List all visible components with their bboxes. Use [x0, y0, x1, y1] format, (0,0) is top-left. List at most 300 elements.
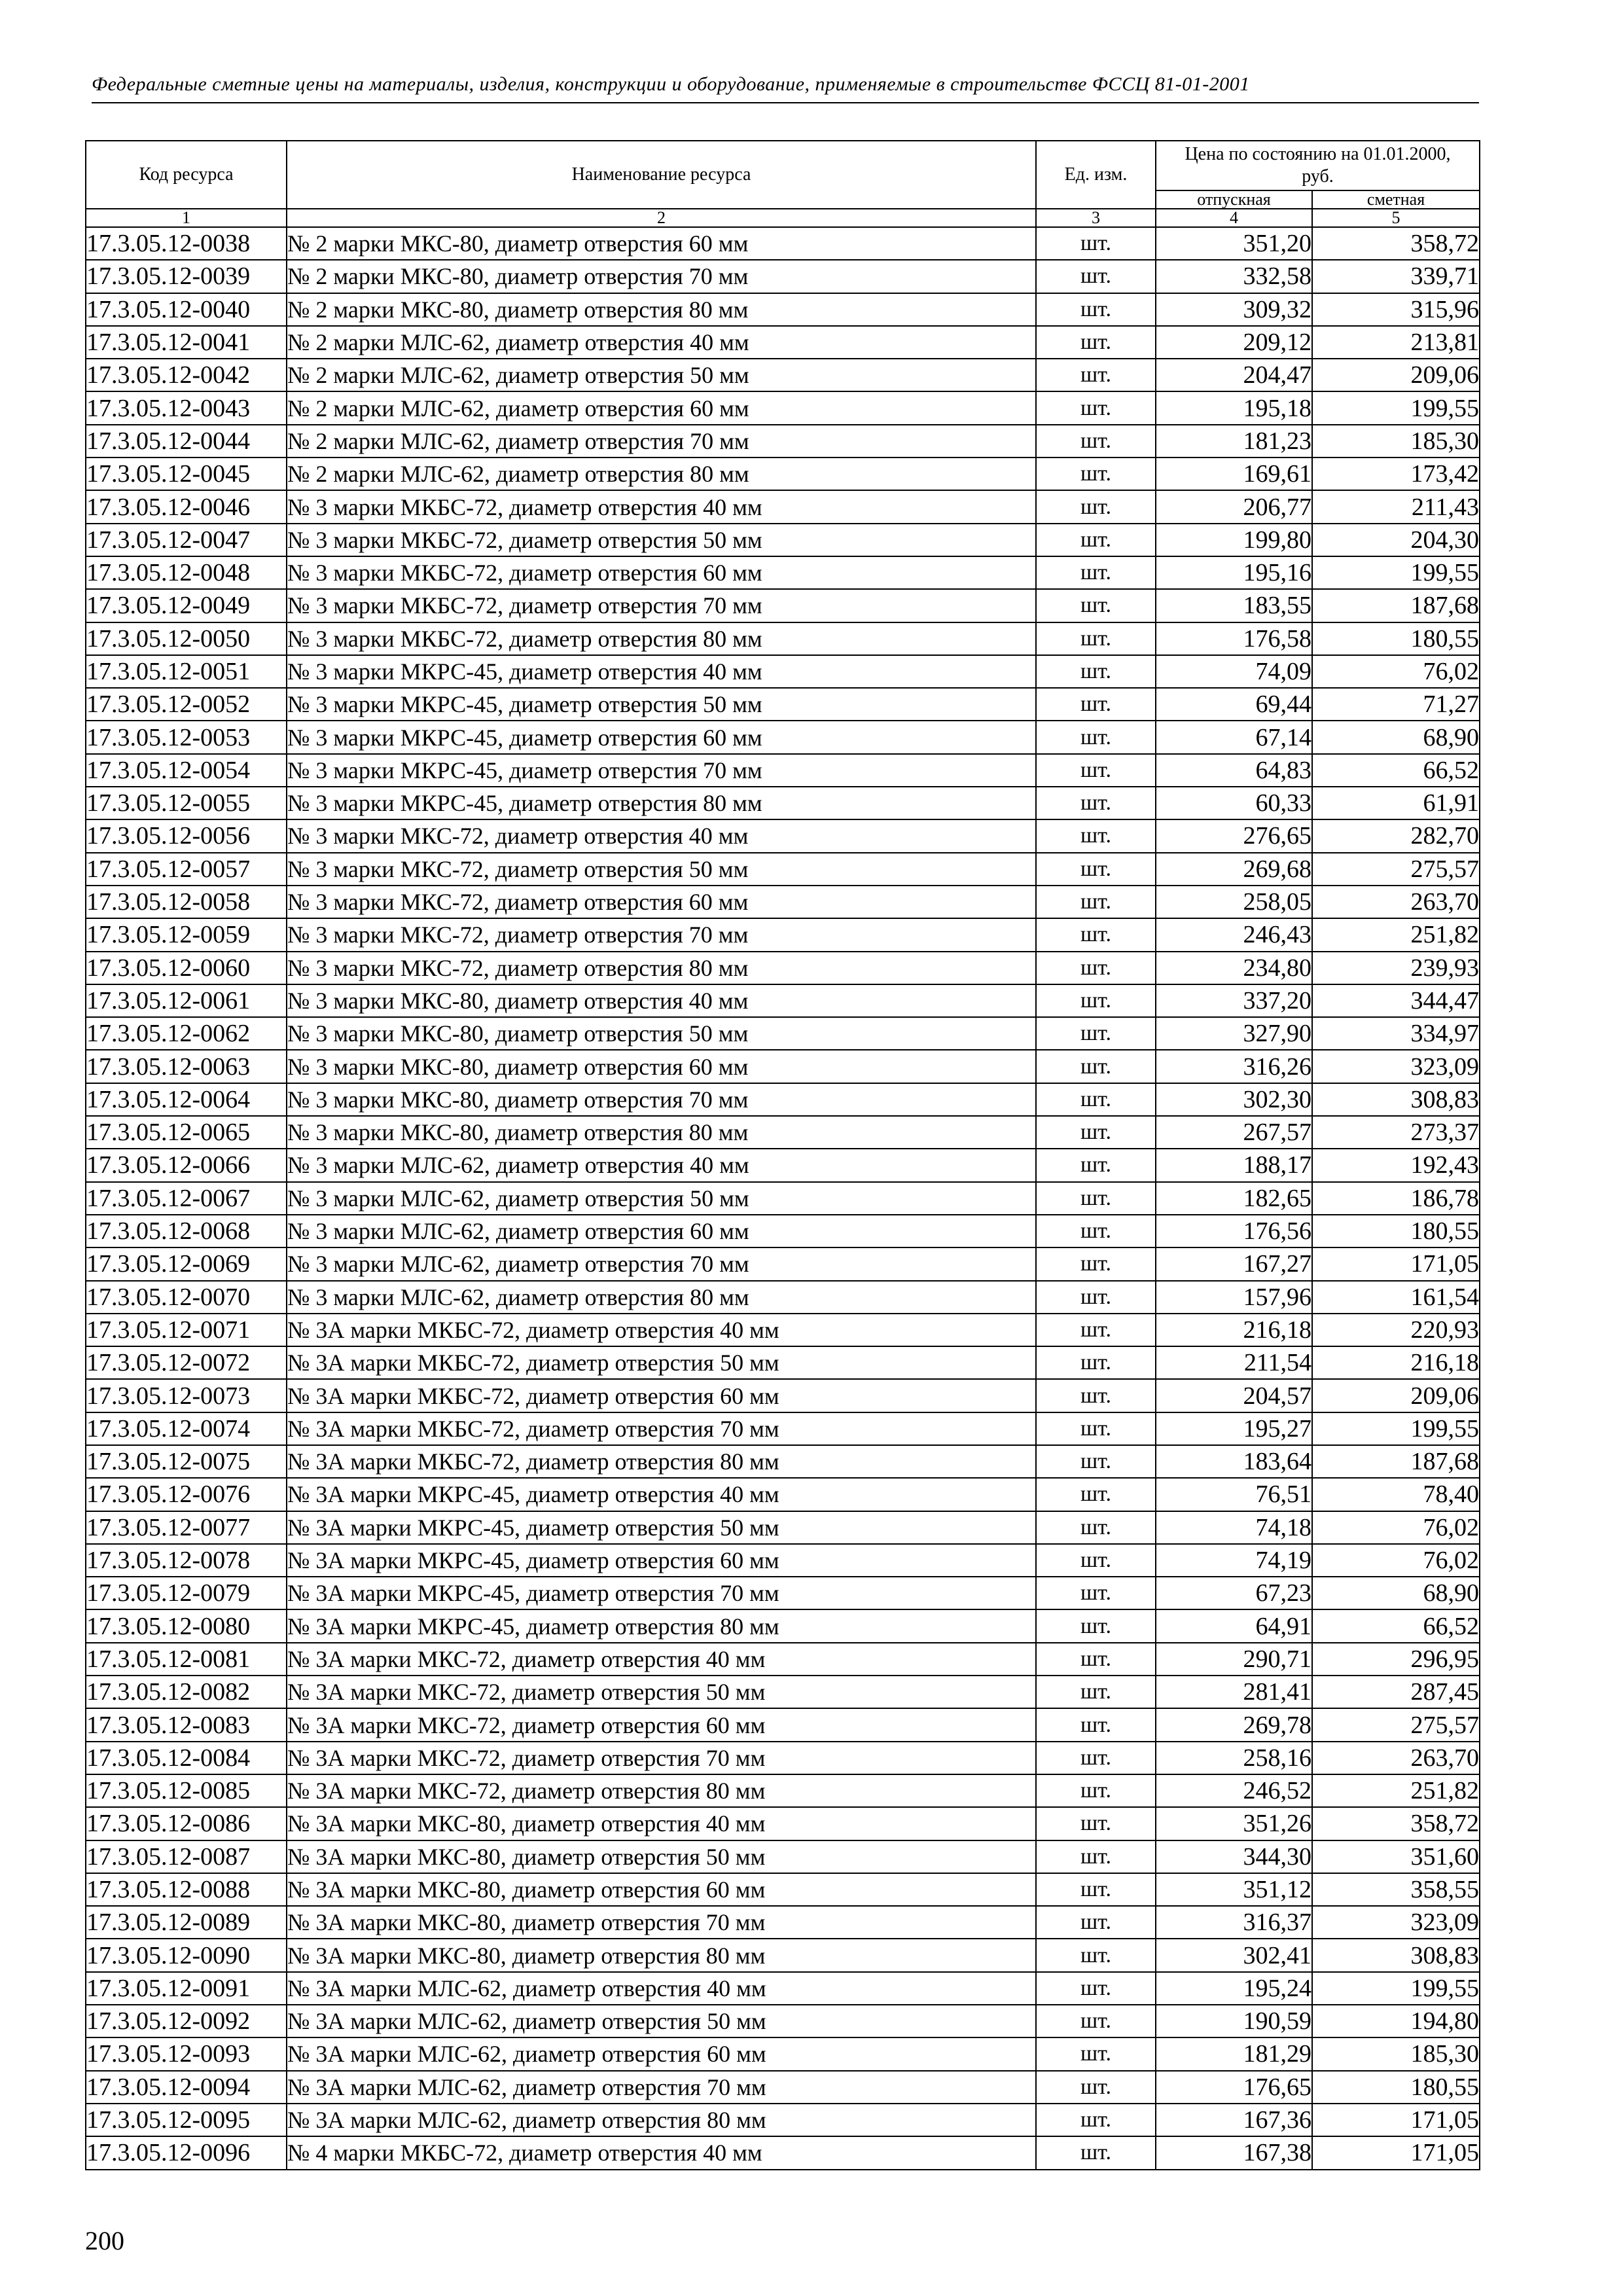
price-estimate: 185,30: [1312, 2037, 1480, 2070]
price-estimate: 187,68: [1312, 589, 1480, 622]
resource-code: 17.3.05.12-0086: [86, 1807, 287, 1840]
table-row: [86, 1314, 1480, 1346]
resource-code: 17.3.05.12-0067: [86, 1182, 287, 1215]
header-price-estimate: сметная: [1312, 190, 1480, 209]
price-estimate: 66,52: [1312, 754, 1480, 787]
unit-cell: шт.: [1036, 359, 1156, 391]
unit-cell: шт.: [1036, 622, 1156, 655]
unit-cell: шт.: [1036, 1050, 1156, 1083]
resource-name: № 3 марки МКРС-45, диаметр отверстия 70 мм: [287, 754, 1036, 787]
unit-cell: шт.: [1036, 1577, 1156, 1609]
table-row: [86, 1247, 1480, 1280]
unit-cell: шт.: [1036, 1215, 1156, 1247]
resource-name: № 3 марки МКС-80, диаметр отверстия 70 мм: [287, 1083, 1036, 1116]
resource-name: № 2 марки МКС-80, диаметр отверстия 60 мм: [287, 227, 1036, 260]
resource-code: 17.3.05.12-0087: [86, 1840, 287, 1873]
price-estimate: 296,95: [1312, 1643, 1480, 1676]
price-release: 183,55: [1156, 589, 1312, 622]
resource-code: 17.3.05.12-0049: [86, 589, 287, 622]
table-row: [86, 918, 1480, 951]
price-release: 309,32: [1156, 293, 1312, 326]
price-release: 190,59: [1156, 2005, 1312, 2037]
resource-name: № 3А марки МКБС-72, диаметр отверстия 70 мм: [287, 1412, 1036, 1445]
resource-code: 17.3.05.12-0081: [86, 1643, 287, 1676]
resource-code: 17.3.05.12-0085: [86, 1774, 287, 1807]
resource-name: № 2 марки МКС-80, диаметр отверстия 70 мм: [287, 260, 1036, 293]
price-release: 281,41: [1156, 1676, 1312, 1708]
unit-cell: шт.: [1036, 1708, 1156, 1741]
unit-cell: шт.: [1036, 1346, 1156, 1379]
resource-name: № 3 марки МКБС-72, диаметр отверстия 70 мм: [287, 589, 1036, 622]
price-estimate: 275,57: [1312, 1708, 1480, 1741]
unit-cell: шт.: [1036, 1182, 1156, 1215]
price-release: 316,37: [1156, 1906, 1312, 1939]
resource-name: № 4 марки МКБС-72, диаметр отверстия 40 мм: [287, 2136, 1036, 2169]
unit-cell: шт.: [1036, 326, 1156, 359]
resource-name: № 3 марки МКС-72, диаметр отверстия 70 мм: [287, 918, 1036, 951]
price-release: 67,23: [1156, 1577, 1312, 1609]
resource-name: № 3 марки МКБС-72, диаметр отверстия 50 мм: [287, 524, 1036, 556]
resource-code: 17.3.05.12-0058: [86, 886, 287, 918]
resource-code: 17.3.05.12-0057: [86, 853, 287, 886]
price-release: 351,20: [1156, 227, 1312, 260]
resource-code: 17.3.05.12-0040: [86, 293, 287, 326]
price-release: 182,65: [1156, 1182, 1312, 1215]
table-row: [86, 819, 1480, 852]
unit-cell: шт.: [1036, 952, 1156, 984]
price-estimate: 171,05: [1312, 2104, 1480, 2136]
table-row: [86, 260, 1480, 293]
resource-name: № 3А марки МЛС-62, диаметр отверстия 40 мм: [287, 1972, 1036, 2005]
resource-code: 17.3.05.12-0038: [86, 227, 287, 260]
price-release: 302,30: [1156, 1083, 1312, 1116]
price-estimate: 171,05: [1312, 1247, 1480, 1280]
table-row: [86, 1972, 1480, 2005]
price-release: 209,12: [1156, 326, 1312, 359]
price-estimate: 76,02: [1312, 655, 1480, 688]
resource-code: 17.3.05.12-0062: [86, 1017, 287, 1050]
resource-name: № 3А марки МКБС-72, диаметр отверстия 60 мм: [287, 1379, 1036, 1412]
price-release: 216,18: [1156, 1314, 1312, 1346]
resource-code: 17.3.05.12-0082: [86, 1676, 287, 1708]
resource-code: 17.3.05.12-0095: [86, 2104, 287, 2136]
resource-name: № 3А марки МКРС-45, диаметр отверстия 80 мм: [287, 1609, 1036, 1642]
table-row: [86, 886, 1480, 918]
price-estimate: 263,70: [1312, 886, 1480, 918]
price-release: 246,43: [1156, 918, 1312, 951]
resource-code: 17.3.05.12-0052: [86, 688, 287, 721]
unit-cell: шт.: [1036, 1972, 1156, 2005]
resource-code: 17.3.05.12-0056: [86, 819, 287, 852]
unit-cell: шт.: [1036, 754, 1156, 787]
unit-cell: шт.: [1036, 1939, 1156, 1971]
price-estimate: 76,02: [1312, 1544, 1480, 1577]
unit-cell: шт.: [1036, 524, 1156, 556]
price-estimate: 161,54: [1312, 1281, 1480, 1314]
unit-cell: шт.: [1036, 1149, 1156, 1181]
table-body: [86, 227, 1480, 2170]
column-number: 1: [86, 209, 287, 227]
resource-name: № 3А марки МКС-72, диаметр отверстия 70 мм: [287, 1742, 1036, 1774]
resource-name: № 3 марки МКБС-72, диаметр отверстия 80 мм: [287, 622, 1036, 655]
table-row: [86, 984, 1480, 1017]
table-row: [86, 2005, 1480, 2037]
price-release: 269,78: [1156, 1708, 1312, 1741]
resource-code: 17.3.05.12-0053: [86, 721, 287, 753]
resource-name: № 3 марки МКС-80, диаметр отверстия 80 мм: [287, 1116, 1036, 1149]
resource-name: № 3А марки МКРС-45, диаметр отверстия 40 мм: [287, 1478, 1036, 1511]
header-rule: [92, 102, 1479, 103]
price-release: 276,65: [1156, 819, 1312, 852]
price-release: 69,44: [1156, 688, 1312, 721]
resource-name: № 3А марки МКС-80, диаметр отверстия 70 мм: [287, 1906, 1036, 1939]
unit-cell: шт.: [1036, 688, 1156, 721]
resource-name: № 2 марки МЛС-62, диаметр отверстия 80 мм: [287, 457, 1036, 490]
table-row: [86, 490, 1480, 523]
price-estimate: 185,30: [1312, 425, 1480, 457]
unit-cell: шт.: [1036, 1643, 1156, 1676]
price-estimate: 220,93: [1312, 1314, 1480, 1346]
table-row: [86, 1544, 1480, 1577]
price-release: 169,61: [1156, 457, 1312, 490]
running-header: Федеральные сметные цены на материалы, изделия, конструкции и оборудование, применяемые в строительстве ФССЦ 81-01-2001: [92, 73, 1250, 95]
unit-cell: шт.: [1036, 787, 1156, 819]
resource-code: 17.3.05.12-0054: [86, 754, 287, 787]
price-release: 204,47: [1156, 359, 1312, 391]
unit-cell: шт.: [1036, 1247, 1156, 1280]
table-row: [86, 622, 1480, 655]
header-price: Цена по состоянию на 01.01.2000, руб.: [1156, 141, 1480, 190]
table-row: [86, 1643, 1480, 1676]
resource-code: 17.3.05.12-0050: [86, 622, 287, 655]
unit-cell: шт.: [1036, 1017, 1156, 1050]
unit-cell: шт.: [1036, 1511, 1156, 1544]
unit-cell: шт.: [1036, 1676, 1156, 1708]
price-estimate: 287,45: [1312, 1676, 1480, 1708]
unit-cell: шт.: [1036, 984, 1156, 1017]
price-release: 195,18: [1156, 391, 1312, 424]
resource-code: 17.3.05.12-0092: [86, 2005, 287, 2037]
price-release: 327,90: [1156, 1017, 1312, 1050]
resource-name: № 3А марки МКРС-45, диаметр отверстия 50 мм: [287, 1511, 1036, 1544]
table-row: [86, 1182, 1480, 1215]
resource-name: № 2 марки МКС-80, диаметр отверстия 80 мм: [287, 293, 1036, 326]
table-row: [86, 1676, 1480, 1708]
resource-name: № 3 марки МКС-80, диаметр отверстия 40 мм: [287, 984, 1036, 1017]
table-row: [86, 2037, 1480, 2070]
unit-cell: шт.: [1036, 2136, 1156, 2169]
price-estimate: 263,70: [1312, 1742, 1480, 1774]
resource-code: 17.3.05.12-0069: [86, 1247, 287, 1280]
table-row: [86, 1807, 1480, 1840]
resource-code: 17.3.05.12-0063: [86, 1050, 287, 1083]
price-release: 199,80: [1156, 524, 1312, 556]
price-estimate: 334,97: [1312, 1017, 1480, 1050]
resource-name: № 3А марки МКС-80, диаметр отверстия 50 мм: [287, 1840, 1036, 1873]
resource-code: 17.3.05.12-0051: [86, 655, 287, 688]
price-estimate: 204,30: [1312, 524, 1480, 556]
table-row: [86, 1511, 1480, 1544]
resource-name: № 3 марки МЛС-62, диаметр отверстия 80 мм: [287, 1281, 1036, 1314]
price-estimate: 344,47: [1312, 984, 1480, 1017]
unit-cell: шт.: [1036, 556, 1156, 589]
table-row: [86, 2104, 1480, 2136]
resource-code: 17.3.05.12-0071: [86, 1314, 287, 1346]
resource-name: № 3А марки МКС-72, диаметр отверстия 60 мм: [287, 1708, 1036, 1741]
unit-cell: шт.: [1036, 853, 1156, 886]
resource-code: 17.3.05.12-0048: [86, 556, 287, 589]
column-number: 2: [287, 209, 1036, 227]
unit-cell: шт.: [1036, 227, 1156, 260]
resource-name: № 2 марки МЛС-62, диаметр отверстия 60 мм: [287, 391, 1036, 424]
price-release: 211,54: [1156, 1346, 1312, 1379]
table-row: [86, 688, 1480, 721]
price-estimate: 251,82: [1312, 1774, 1480, 1807]
price-release: 176,65: [1156, 2071, 1312, 2104]
price-release: 267,57: [1156, 1116, 1312, 1149]
unit-cell: шт.: [1036, 293, 1156, 326]
unit-cell: шт.: [1036, 1478, 1156, 1511]
price-estimate: 323,09: [1312, 1050, 1480, 1083]
resource-name: № 2 марки МЛС-62, диаметр отверстия 50 мм: [287, 359, 1036, 391]
resource-code: 17.3.05.12-0064: [86, 1083, 287, 1116]
table-row: [86, 1774, 1480, 1807]
resource-name: № 3А марки МКС-72, диаметр отверстия 80 мм: [287, 1774, 1036, 1807]
resource-code: 17.3.05.12-0084: [86, 1742, 287, 1774]
resource-name: № 3А марки МКС-72, диаметр отверстия 50 мм: [287, 1676, 1036, 1708]
resource-code: 17.3.05.12-0055: [86, 787, 287, 819]
resource-code: 17.3.05.12-0094: [86, 2071, 287, 2104]
price-release: 337,20: [1156, 984, 1312, 1017]
resource-code: 17.3.05.12-0046: [86, 490, 287, 523]
resource-name: № 3 марки МКС-80, диаметр отверстия 60 мм: [287, 1050, 1036, 1083]
price-estimate: 282,70: [1312, 819, 1480, 852]
table-row: [86, 1939, 1480, 1971]
price-release: 258,05: [1156, 886, 1312, 918]
price-release: 183,64: [1156, 1445, 1312, 1478]
unit-cell: шт.: [1036, 457, 1156, 490]
resource-name: № 3 марки МКС-72, диаметр отверстия 50 мм: [287, 853, 1036, 886]
resource-name: № 3 марки МЛС-62, диаметр отверстия 70 мм: [287, 1247, 1036, 1280]
price-estimate: 308,83: [1312, 1083, 1480, 1116]
price-estimate: 315,96: [1312, 293, 1480, 326]
resource-code: 17.3.05.12-0075: [86, 1445, 287, 1478]
table-row: [86, 359, 1480, 391]
price-estimate: 78,40: [1312, 1478, 1480, 1511]
resource-name: № 2 марки МЛС-62, диаметр отверстия 70 мм: [287, 425, 1036, 457]
table-row: [86, 754, 1480, 787]
table-row: [86, 952, 1480, 984]
table-row: [86, 655, 1480, 688]
header-name: Наименование ресурса: [287, 141, 1036, 209]
table-row: [86, 227, 1480, 260]
price-estimate: 61,91: [1312, 787, 1480, 819]
resource-code: 17.3.05.12-0083: [86, 1708, 287, 1741]
table-row: [86, 293, 1480, 326]
resource-code: 17.3.05.12-0077: [86, 1511, 287, 1544]
price-release: 351,12: [1156, 1873, 1312, 1906]
price-release: 344,30: [1156, 1840, 1312, 1873]
price-estimate: 358,72: [1312, 1807, 1480, 1840]
price-estimate: 76,02: [1312, 1511, 1480, 1544]
resource-code: 17.3.05.12-0065: [86, 1116, 287, 1149]
header-price-release: отпускная: [1156, 190, 1312, 209]
unit-cell: шт.: [1036, 2071, 1156, 2104]
resource-name: № 3 марки МКС-72, диаметр отверстия 80 мм: [287, 952, 1036, 984]
resource-code: 17.3.05.12-0044: [86, 425, 287, 457]
table-row: [86, 2136, 1480, 2169]
resource-code: 17.3.05.12-0043: [86, 391, 287, 424]
table-row: [86, 1050, 1480, 1083]
unit-cell: шт.: [1036, 1609, 1156, 1642]
unit-cell: шт.: [1036, 721, 1156, 753]
table-row: [86, 1478, 1480, 1511]
unit-cell: шт.: [1036, 490, 1156, 523]
resource-code: 17.3.05.12-0093: [86, 2037, 287, 2070]
table-row: [86, 425, 1480, 457]
price-estimate: 216,18: [1312, 1346, 1480, 1379]
unit-cell: шт.: [1036, 1281, 1156, 1314]
price-estimate: 192,43: [1312, 1149, 1480, 1181]
resource-code: 17.3.05.12-0090: [86, 1939, 287, 1971]
price-release: 316,26: [1156, 1050, 1312, 1083]
price-estimate: 199,55: [1312, 391, 1480, 424]
resource-name: № 3А марки МКБС-72, диаметр отверстия 80 мм: [287, 1445, 1036, 1478]
resource-code: 17.3.05.12-0068: [86, 1215, 287, 1247]
resource-code: 17.3.05.12-0096: [86, 2136, 287, 2169]
table-row: [86, 1017, 1480, 1050]
header-code: Код ресурса: [86, 141, 287, 209]
table-row: [86, 1840, 1480, 1873]
table-row: [86, 1609, 1480, 1642]
column-number: 5: [1312, 209, 1480, 227]
resource-code: 17.3.05.12-0072: [86, 1346, 287, 1379]
resource-name: № 3А марки МКС-80, диаметр отверстия 40 мм: [287, 1807, 1036, 1840]
resource-name: № 3 марки МКРС-45, диаметр отверстия 60 мм: [287, 721, 1036, 753]
resource-name: № 3 марки МЛС-62, диаметр отверстия 60 мм: [287, 1215, 1036, 1247]
unit-cell: шт.: [1036, 819, 1156, 852]
price-estimate: 171,05: [1312, 2136, 1480, 2169]
price-estimate: 275,57: [1312, 853, 1480, 886]
price-estimate: 199,55: [1312, 1412, 1480, 1445]
table-row: [86, 589, 1480, 622]
resource-code: 17.3.05.12-0079: [86, 1577, 287, 1609]
price-estimate: 339,71: [1312, 260, 1480, 293]
price-release: 258,16: [1156, 1742, 1312, 1774]
unit-cell: шт.: [1036, 1906, 1156, 1939]
resource-code: 17.3.05.12-0060: [86, 952, 287, 984]
resource-code: 17.3.05.12-0059: [86, 918, 287, 951]
price-release: 64,91: [1156, 1609, 1312, 1642]
table-row: [86, 1346, 1480, 1379]
unit-cell: шт.: [1036, 1774, 1156, 1807]
price-release: 60,33: [1156, 787, 1312, 819]
table-row: [86, 1215, 1480, 1247]
unit-cell: шт.: [1036, 1840, 1156, 1873]
resource-name: № 3 марки МКС-72, диаметр отверстия 40 мм: [287, 819, 1036, 852]
resource-code: 17.3.05.12-0061: [86, 984, 287, 1017]
resource-code: 17.3.05.12-0042: [86, 359, 287, 391]
table-row: [86, 1708, 1480, 1741]
resource-name: № 3 марки МКРС-45, диаметр отверстия 40 мм: [287, 655, 1036, 688]
resource-name: № 3А марки МКС-80, диаметр отверстия 80 мм: [287, 1939, 1036, 1971]
unit-cell: шт.: [1036, 1873, 1156, 1906]
table-row: [86, 1083, 1480, 1116]
unit-cell: шт.: [1036, 1379, 1156, 1412]
resource-code: 17.3.05.12-0089: [86, 1906, 287, 1939]
unit-cell: шт.: [1036, 2005, 1156, 2037]
table-row: [86, 1116, 1480, 1149]
price-estimate: 323,09: [1312, 1906, 1480, 1939]
resource-code: 17.3.05.12-0070: [86, 1281, 287, 1314]
resource-name: № 3 марки МКС-72, диаметр отверстия 60 мм: [287, 886, 1036, 918]
price-estimate: 213,81: [1312, 326, 1480, 359]
table-row: [86, 1577, 1480, 1609]
unit-cell: шт.: [1036, 2104, 1156, 2136]
table-row: [86, 1445, 1480, 1478]
table-row: [86, 391, 1480, 424]
resource-code: 17.3.05.12-0073: [86, 1379, 287, 1412]
table-row: [86, 2071, 1480, 2104]
price-estimate: 173,42: [1312, 457, 1480, 490]
price-estimate: 209,06: [1312, 1379, 1480, 1412]
resource-name: № 3А марки МЛС-62, диаметр отверстия 70 мм: [287, 2071, 1036, 2104]
price-release: 167,38: [1156, 2136, 1312, 2169]
resource-code: 17.3.05.12-0078: [86, 1544, 287, 1577]
resource-code: 17.3.05.12-0076: [86, 1478, 287, 1511]
resource-name: № 3А марки МЛС-62, диаметр отверстия 50 мм: [287, 2005, 1036, 2037]
column-number: 3: [1036, 209, 1156, 227]
unit-cell: шт.: [1036, 918, 1156, 951]
resource-name: № 3А марки МКБС-72, диаметр отверстия 40 мм: [287, 1314, 1036, 1346]
unit-cell: шт.: [1036, 1314, 1156, 1346]
price-release: 167,27: [1156, 1247, 1312, 1280]
price-estimate: 186,78: [1312, 1182, 1480, 1215]
unit-cell: шт.: [1036, 2037, 1156, 2070]
price-release: 246,52: [1156, 1774, 1312, 1807]
table-row: [86, 524, 1480, 556]
unit-cell: шт.: [1036, 589, 1156, 622]
price-estimate: 187,68: [1312, 1445, 1480, 1478]
price-estimate: 211,43: [1312, 490, 1480, 523]
price-release: 204,57: [1156, 1379, 1312, 1412]
resource-name: № 3А марки МКС-80, диаметр отверстия 60 мм: [287, 1873, 1036, 1906]
price-estimate: 358,72: [1312, 227, 1480, 260]
resource-code: 17.3.05.12-0066: [86, 1149, 287, 1181]
price-release: 332,58: [1156, 260, 1312, 293]
price-release: 167,36: [1156, 2104, 1312, 2136]
price-release: 195,24: [1156, 1972, 1312, 2005]
price-release: 195,27: [1156, 1412, 1312, 1445]
table-row: [86, 853, 1480, 886]
column-number: 4: [1156, 209, 1312, 227]
resource-name: № 3А марки МКБС-72, диаметр отверстия 50 мм: [287, 1346, 1036, 1379]
price-release: 176,56: [1156, 1215, 1312, 1247]
price-estimate: 180,55: [1312, 2071, 1480, 2104]
resource-name: № 3 марки МКБС-72, диаметр отверстия 60 мм: [287, 556, 1036, 589]
resource-name: № 3А марки МКС-72, диаметр отверстия 40 мм: [287, 1643, 1036, 1676]
unit-cell: шт.: [1036, 1807, 1156, 1840]
unit-cell: шт.: [1036, 1083, 1156, 1116]
price-release: 176,58: [1156, 622, 1312, 655]
resource-code: 17.3.05.12-0088: [86, 1873, 287, 1906]
price-release: 64,83: [1156, 754, 1312, 787]
resource-name: № 3 марки МЛС-62, диаметр отверстия 40 мм: [287, 1149, 1036, 1181]
table-row: [86, 326, 1480, 359]
resource-name: № 3А марки МЛС-62, диаметр отверстия 60 мм: [287, 2037, 1036, 2070]
resource-code: 17.3.05.12-0041: [86, 326, 287, 359]
unit-cell: шт.: [1036, 655, 1156, 688]
